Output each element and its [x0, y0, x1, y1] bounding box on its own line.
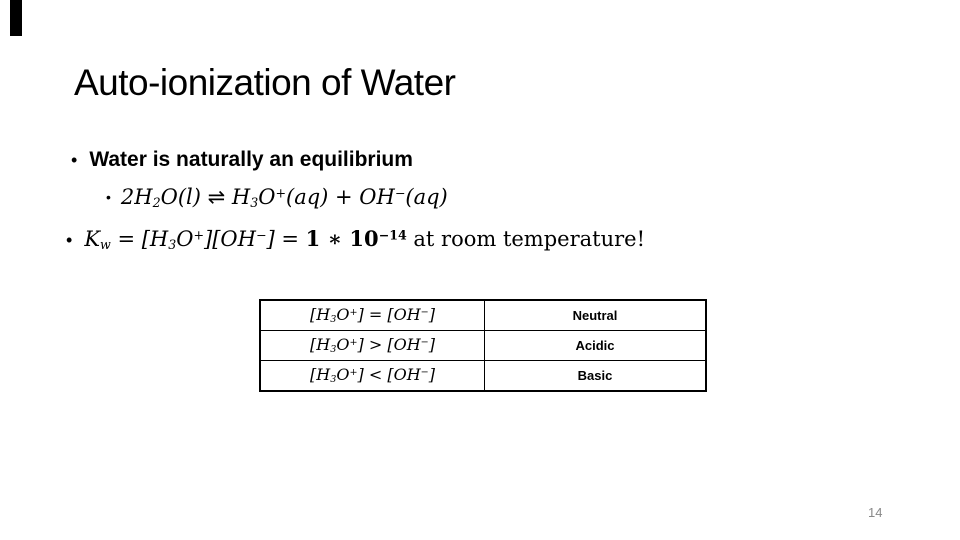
bullet-text: Water is naturally an equilibrium	[89, 148, 413, 171]
bullet-icon: •	[71, 150, 78, 170]
table-cell-label: Basic	[485, 361, 707, 392]
table-cell-label: Acidic	[485, 331, 707, 361]
bullet-icon: •	[66, 230, 73, 251]
table-row	[260, 331, 706, 361]
table-cell-condition: [H3O+] = [OH−]	[260, 300, 485, 331]
table-cell-condition: [H3O+] < [OH−]	[260, 361, 485, 392]
table-row	[260, 361, 706, 392]
autoionization-equation: 2H2O(l) ⇌ H3O+(aq) + OH−(aq)	[120, 185, 448, 211]
bullet-water-equilibrium	[71, 147, 413, 173]
table-cell-condition: [H3O+] > [OH−]	[260, 331, 485, 361]
bullet-kw-equation	[66, 221, 645, 260]
kw-equation: Kw = [H3O+][OH−] = 1 ∗ $10^{-14}$ at room temperature!	[84, 226, 646, 253]
bullet-icon: •	[106, 189, 111, 206]
table-row	[260, 300, 706, 331]
table-cell-label: Neutral	[485, 300, 707, 331]
comparison-table	[259, 299, 707, 392]
bullet-autoionization-equation	[106, 181, 448, 216]
page-title: Auto-ionization of Water	[74, 62, 456, 103]
page-number: 14	[868, 505, 883, 520]
bookmark-ribbon-icon[interactable]	[10, 0, 22, 36]
